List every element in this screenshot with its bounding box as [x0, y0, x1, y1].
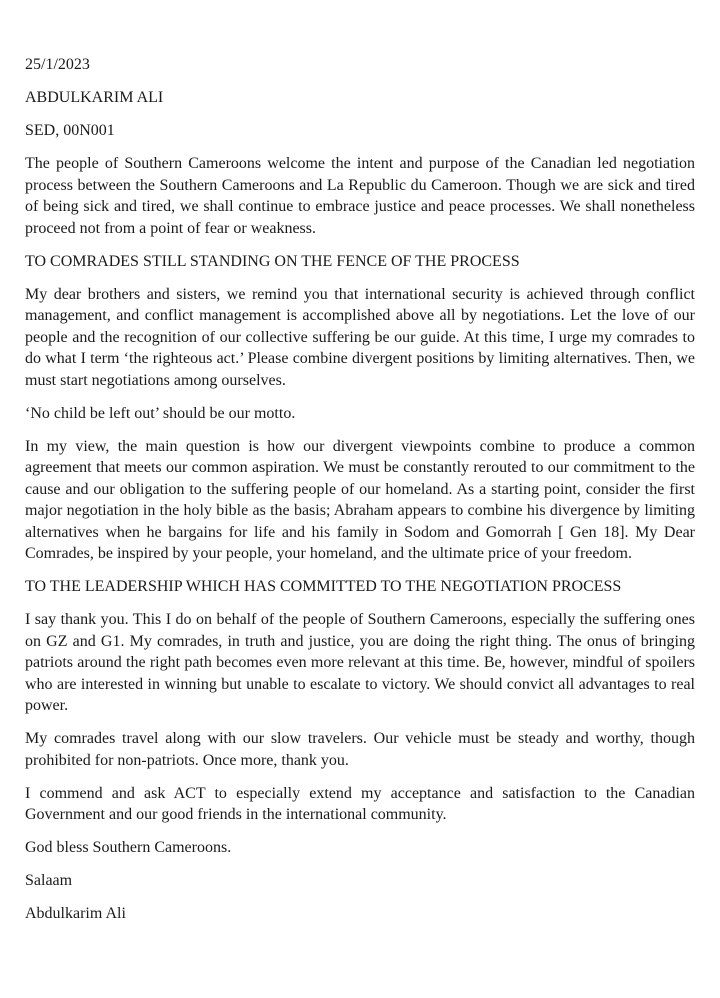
blessing-line: God bless Southern Cameroons. — [25, 839, 232, 856]
leadership-paragraph-1: I say thank you. This I do on behalf of the people of Southern Cameroons, especially the suffering ones on GZ and G1. My comrades, in truth and justice, you are doing the right thing. The onus of bringing patriots around the right path becomes even more relevant at this time. Be, however, mindful of spoilers who are interested in winning but unable to escalate to victory. We should convict all advantages to real power. — [25, 611, 695, 714]
commend-paragraph: I commend and ask ACT to especially extend my acceptance and satisfaction to the Canadian Government and our good friends in the international community. — [25, 784, 695, 823]
letter-document — [25, 54, 695, 936]
section-heading-fence: TO COMRADES STILL STANDING ON THE FENCE OF THE PROCESS — [25, 252, 520, 270]
leadership-paragraph-2: My comrades travel along with our slow travelers. Our vehicle must be steady and worthy, though prohibited for non-patriots. Once more, thank you. — [25, 730, 695, 769]
letter-date: 25/1/2023 — [25, 56, 90, 73]
fence-paragraph-2: In my view, the main question is how our divergent viewpoints combine to produce a common agreement that meets our common aspiration. We must be constantly rerouted to our commitment to the cause and our obligation to the suffering people of our homeland. As a starting point, consider the first major negotiation in the holy bible as the basis; Abraham appears to combine his divergence by limiting alternatives when he bargains for life and his family in Sodom and Gomorrah [ Gen 18]. My Dear Comrades, be inspired by your people, your homeland, and the ultimate price of your freedom. — [25, 437, 695, 562]
salutation-line: Salaam — [25, 872, 73, 889]
signature-line: Abdulkarim Ali — [25, 905, 126, 922]
fence-paragraph-1: My dear brothers and sisters, we remind you that international security is achieved through conflict management, and conflict management is accomplished above all by negotiations. Let the love of our people and the recognition of our collective suffering be our guide. At this time, I urge my comrades to do what I term ‘the righteous act.’ Please combine divergent positions by limiting alternatives. Then, we must start negotiations among ourselves. — [25, 285, 695, 389]
motto-paragraph: ‘No child be left out’ should be our motto. — [25, 404, 296, 422]
reference-code: SED, 00N001 — [25, 122, 115, 139]
intro-paragraph: The people of Southern Cameroons welcome the intent and purpose of the Canadian led negotiation process between the Southern Cameroons and La Republic du Cameroon. Though we are sick and tired of being sick and tired, we shall continue to embrace justice and peace processes. We shall nonetheless proceed not from a point of fear or weakness. — [25, 155, 695, 237]
author-name: ABDULKARIM ALI — [25, 89, 164, 106]
section-heading-leadership: TO THE LEADERSHIP WHICH HAS COMMITTED TO THE NEGOTIATION PROCESS — [25, 578, 622, 595]
